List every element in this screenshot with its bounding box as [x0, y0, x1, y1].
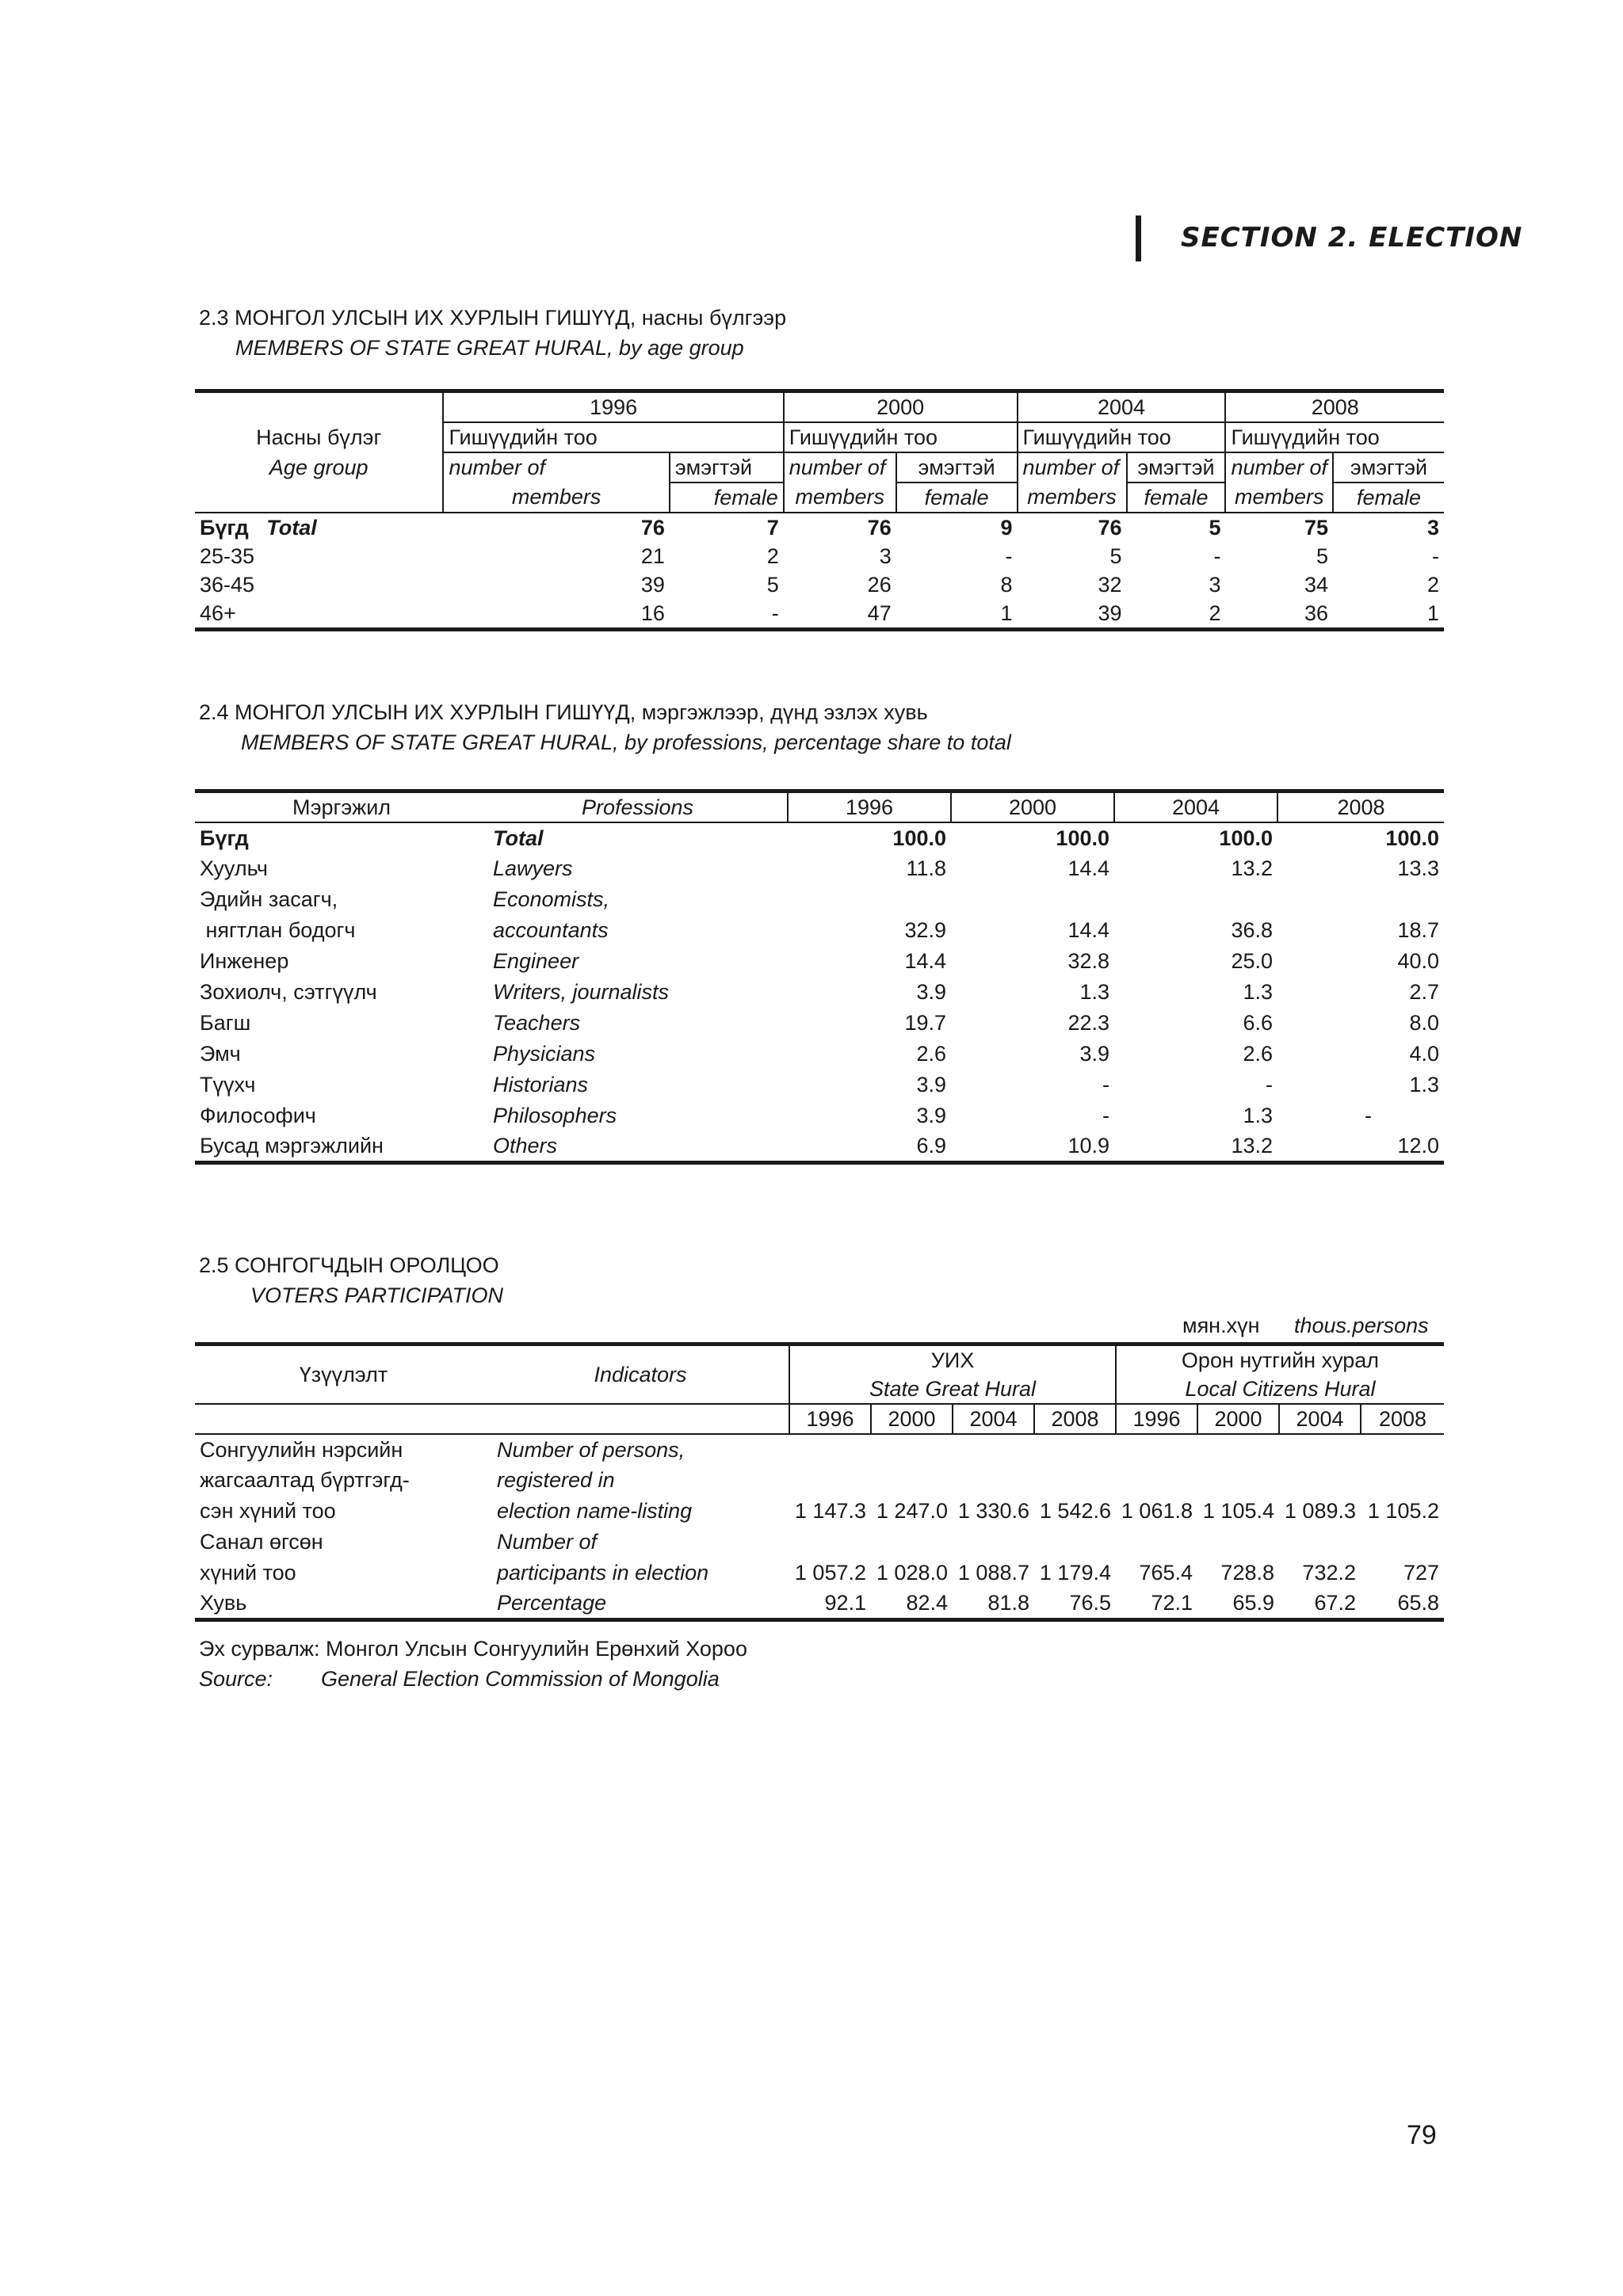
cell: -	[1102, 1073, 1109, 1097]
t25-unit-mn: мян.хүн	[1182, 1314, 1260, 1337]
row-label-en: Writers, journalists	[493, 980, 670, 1004]
cell: 12.0	[1397, 1133, 1439, 1158]
t23-members-mn: Гишүүдийн тоо	[1018, 422, 1226, 452]
cell: 1 179.4	[1039, 1561, 1111, 1585]
t23-year: 1996	[443, 391, 783, 423]
cell: 40.0	[1397, 949, 1439, 973]
cell: 3.9	[1079, 1042, 1109, 1066]
table-row	[195, 1558, 1444, 1589]
table-row	[195, 1465, 1444, 1496]
t23-members-en: members	[1225, 482, 1333, 513]
cell: -	[1365, 1104, 1372, 1127]
t23-members-mn: Гишүүдийн тоо	[784, 422, 1018, 452]
table-row	[195, 1039, 1444, 1070]
row-label-mn: хүний тоо	[200, 1561, 296, 1585]
cell: 81.8	[987, 1590, 1029, 1615]
cell: 19.7	[904, 1011, 946, 1035]
cell: 765.4	[1139, 1561, 1193, 1585]
row-label-mn: Эдийн засагч,	[200, 887, 338, 911]
cell: 1.3	[1409, 1073, 1439, 1097]
t24-year: 2000	[951, 791, 1114, 823]
cell: 14.4	[1067, 856, 1109, 880]
cell: 3	[879, 543, 892, 568]
cell: 72.1	[1151, 1590, 1193, 1615]
cell: -	[1432, 543, 1439, 568]
cell	[1197, 1434, 1279, 1465]
row-label-mn: 36-45	[200, 572, 255, 597]
cell: 732.2	[1302, 1561, 1356, 1585]
cell	[1034, 1465, 1116, 1496]
cell: 2.7	[1409, 980, 1439, 1004]
cell: 25.0	[1231, 949, 1273, 973]
cell	[1114, 884, 1277, 915]
cell: 76	[1098, 515, 1122, 540]
t24-head-mn: Мэргэжил	[292, 795, 391, 819]
t25-year: 2000	[1197, 1404, 1279, 1434]
t23-female-en: female	[1333, 482, 1444, 513]
t25-title-en: VOTERS PARTICIPATION	[250, 1283, 504, 1307]
cell: 3.9	[916, 1104, 946, 1127]
t25-year: 2008	[1034, 1404, 1116, 1434]
cell: 2.6	[916, 1042, 946, 1066]
cell: 76	[867, 515, 892, 540]
cell: 4.0	[1409, 1042, 1439, 1066]
cell: 26	[867, 572, 892, 597]
cell	[871, 1465, 953, 1496]
cell: 34	[1304, 572, 1329, 597]
cell: -	[1005, 543, 1013, 568]
cell: 76	[640, 515, 665, 540]
t23-members-mn: Гишүүдийн тоо	[443, 422, 783, 452]
row-label-mn: Сонгуулийн нэрсийн	[200, 1437, 403, 1462]
cell: 1	[1000, 601, 1013, 625]
table-row	[195, 1527, 1444, 1558]
t23-female-mn: эмэгтэй	[896, 452, 1018, 482]
t24-table	[195, 789, 1444, 1165]
cell: 11.8	[906, 856, 946, 880]
row-label-en: Total	[266, 515, 317, 540]
cell	[789, 1434, 871, 1465]
t25-spacer	[195, 1404, 492, 1434]
t25-year: 2008	[1361, 1404, 1444, 1434]
t25-ind-en: Indicators	[594, 1362, 687, 1386]
t25-year: 2004	[1279, 1404, 1361, 1434]
t24-year: 1996	[788, 791, 951, 823]
cell: 3	[1209, 572, 1221, 597]
row-label-en: Teachers	[493, 1011, 581, 1035]
cell: 1 089.3	[1284, 1499, 1356, 1523]
t23-members-en: members	[784, 482, 896, 513]
cell: 36	[1304, 601, 1329, 625]
cell: 100.0	[1219, 826, 1273, 850]
cell: 3.9	[916, 980, 946, 1004]
cell: 9	[1000, 515, 1013, 540]
t23-col-label-mn: Насны бүлэг	[256, 425, 382, 449]
source-en-label: Source:	[199, 1667, 273, 1691]
cell: 14.4	[1067, 918, 1109, 942]
cell: 65.8	[1397, 1590, 1439, 1615]
row-label-en: Economists,	[493, 887, 610, 911]
row-label-mn: Бүгд	[200, 826, 249, 850]
t23-female-mn: эмэгтэй	[1333, 452, 1444, 482]
cell	[1361, 1465, 1444, 1496]
row-label-en: Engineer	[493, 949, 579, 973]
cell	[1116, 1465, 1197, 1496]
cell: 1	[1426, 601, 1439, 625]
row-label-en: Historians	[493, 1073, 589, 1097]
t23-year: 2004	[1018, 391, 1226, 423]
cell	[953, 1527, 1034, 1558]
t23-members-en: members	[443, 482, 669, 513]
t23-number-of: number of	[443, 452, 669, 482]
cell: 1 088.7	[957, 1561, 1029, 1585]
row-label-mn: Санал өгсөн	[200, 1530, 323, 1554]
t23-col-label-en: Age group	[269, 455, 369, 479]
cell	[1034, 1434, 1116, 1465]
cell: 1 061.8	[1121, 1499, 1193, 1523]
cell: 100.0	[1385, 826, 1439, 850]
cell: 1 330.6	[957, 1499, 1029, 1523]
table-row	[195, 853, 1444, 884]
cell: 5	[1109, 543, 1122, 568]
row-label-mn: Инженер	[200, 949, 289, 973]
row-label-en: Philosophers	[493, 1104, 617, 1127]
row-label-mn: Философич	[200, 1104, 316, 1127]
row-label-mn: Хувь	[200, 1590, 247, 1615]
table-row	[195, 1008, 1444, 1039]
cell: 21	[640, 543, 665, 568]
cell: 100.0	[892, 826, 946, 850]
t23-members-en: members	[1018, 482, 1127, 513]
t23-year: 2000	[784, 391, 1018, 423]
row-label-mn: Бүгд	[200, 515, 249, 540]
t24-title-en: MEMBERS OF STATE GREAT HURAL, by professions, percentage share to total	[241, 730, 1011, 754]
cell: 47	[867, 601, 892, 625]
row-label-en: Number of	[497, 1530, 598, 1554]
row-label-mn: Бусад мэргэжлийн	[200, 1133, 384, 1158]
cell: 1 057.2	[794, 1561, 866, 1585]
t25-sgh-en: State Great Hural	[789, 1375, 1116, 1404]
cell	[1197, 1465, 1279, 1496]
t23-female-en: female	[670, 482, 784, 513]
t23-spacer	[195, 482, 443, 513]
table-row	[195, 1589, 1444, 1619]
t24-head-en: Professions	[581, 795, 694, 819]
cell: 13.3	[1397, 856, 1439, 880]
row-label-mn: жагсаалтад бүртгэгд-	[200, 1468, 410, 1492]
table-row	[195, 915, 1444, 946]
table-row	[195, 1100, 1444, 1131]
cell: 13.2	[1231, 1133, 1273, 1158]
t23-number-of: number of	[1018, 452, 1127, 482]
cell	[871, 1527, 953, 1558]
t23-year: 2008	[1225, 391, 1444, 423]
t25-year: 2004	[953, 1404, 1034, 1434]
t24-title-mn: 2.4 МОНГОЛ УЛСЫН ИХ ХУРЛЫН ГИШҮҮД, мэргэжлээр, дүнд эзлэх хувь	[199, 700, 928, 724]
table-row	[195, 884, 1444, 915]
cell: 1 105.2	[1367, 1499, 1439, 1523]
table-row	[195, 1131, 1444, 1162]
row-label-en: Total	[493, 826, 544, 850]
row-label-mn: Эмч	[200, 1042, 241, 1066]
cell	[789, 1527, 871, 1558]
cell: 39	[1098, 601, 1122, 625]
cell: 6.6	[1243, 1011, 1273, 1035]
t23-members-mn: Гишүүдийн тоо	[1225, 422, 1444, 452]
cell: 16	[640, 601, 665, 625]
row-label-en: registered in	[497, 1468, 615, 1492]
t25-sgh-mn: УИХ	[789, 1344, 1116, 1375]
cell: 5	[1209, 515, 1221, 540]
t25-lch-mn: Орон нутгийн хурал	[1116, 1344, 1444, 1375]
cell: 76.5	[1069, 1590, 1111, 1615]
cell	[1279, 1434, 1361, 1465]
t23-number-of: number of	[1225, 452, 1333, 482]
t23-female-en: female	[1127, 482, 1226, 513]
cell: 39	[640, 572, 665, 597]
cell: 1 105.4	[1202, 1499, 1274, 1523]
cell: 2	[1209, 601, 1221, 625]
cell: 75	[1304, 515, 1329, 540]
t25-spacer	[492, 1404, 789, 1434]
cell: 2	[1426, 572, 1439, 597]
table-row	[195, 1434, 1444, 1465]
t23-title-en: MEMBERS OF STATE GREAT HURAL, by age group	[235, 336, 744, 360]
cell: 92.1	[824, 1590, 866, 1615]
row-label-en: Physicians	[493, 1042, 596, 1066]
t23-female-en: female	[896, 482, 1018, 513]
cell	[953, 1434, 1034, 1465]
cell: 65.9	[1232, 1590, 1274, 1615]
t25-year: 2000	[871, 1404, 953, 1434]
cell: -	[1213, 543, 1221, 568]
cell: 1 542.6	[1039, 1499, 1111, 1523]
cell: 18.7	[1397, 918, 1439, 942]
cell: 2	[766, 543, 779, 568]
row-label-en: participants in election	[497, 1561, 709, 1585]
cell: 7	[766, 515, 779, 540]
row-label-mn: 25-35	[200, 543, 255, 568]
table-row	[195, 977, 1444, 1008]
row-label-mn: Түүхч	[200, 1073, 256, 1097]
t25-year: 1996	[1116, 1404, 1197, 1434]
cell: 2.6	[1243, 1042, 1273, 1066]
table-row	[195, 599, 1444, 630]
row-label-en: Percentage	[497, 1590, 607, 1615]
t25-table	[195, 1342, 1444, 1622]
cell	[951, 884, 1114, 915]
t23-female-mn: эмэгтэй	[1127, 452, 1226, 482]
t24-year: 2008	[1277, 791, 1444, 823]
cell: 13.2	[1231, 856, 1273, 880]
row-label-mn: Багш	[200, 1011, 251, 1035]
cell	[1034, 1527, 1116, 1558]
t25-year: 1996	[789, 1404, 871, 1434]
cell: 32	[1098, 572, 1122, 597]
cell	[1279, 1465, 1361, 1496]
cell: 6.9	[916, 1133, 946, 1158]
cell	[1277, 884, 1444, 915]
cell: 3	[1426, 515, 1439, 540]
t25-lch-en: Local Citizens Hural	[1116, 1375, 1444, 1404]
table-row	[195, 513, 1444, 542]
table-row	[195, 570, 1444, 599]
cell	[788, 884, 951, 915]
cell	[789, 1465, 871, 1496]
cell: 1.3	[1243, 980, 1273, 1004]
t24-year: 2004	[1114, 791, 1277, 823]
cell: 8.0	[1409, 1011, 1439, 1035]
cell: 5	[766, 572, 779, 597]
cell	[871, 1434, 953, 1465]
cell	[1197, 1527, 1279, 1558]
row-label-mn: нягтлан бодогч	[200, 918, 356, 942]
section-header: SECTION 2. ELECTION	[1181, 222, 1523, 254]
cell: 1.3	[1243, 1104, 1273, 1127]
cell	[1361, 1434, 1444, 1465]
cell: 67.2	[1314, 1590, 1356, 1615]
t23-title-mn: 2.3 МОНГОЛ УЛСЫН ИХ ХУРЛЫН ГИШҮҮД, насны бүлгээр	[199, 306, 787, 330]
table-row	[195, 1070, 1444, 1100]
cell: 32.8	[1067, 949, 1109, 973]
t23-number-of: number of	[784, 452, 896, 482]
t23-corner	[195, 391, 443, 423]
cell: 22.3	[1067, 1011, 1109, 1035]
cell	[1116, 1527, 1197, 1558]
row-label-mn: 46+	[200, 601, 236, 625]
cell: 728.8	[1220, 1561, 1274, 1585]
cell	[1279, 1527, 1361, 1558]
row-label-en: election name-listing	[497, 1499, 693, 1523]
cell	[1361, 1527, 1444, 1558]
t25-title-mn: 2.5 СОНГОГЧДЫН ОРОЛЦОО	[199, 1253, 499, 1277]
row-label-mn: Хуульч	[200, 856, 268, 880]
t23-female-mn: эмэгтэй	[670, 452, 784, 482]
source-mn: Эх сурвалж: Монгол Улсын Сонгуулийн Ерөнхий Хороо	[199, 1637, 747, 1661]
cell: -	[1102, 1104, 1109, 1127]
cell: 1.3	[1079, 980, 1109, 1004]
table-row	[195, 542, 1444, 570]
cell: 1 028.0	[876, 1561, 948, 1585]
cell	[1116, 1434, 1197, 1465]
cell: 10.9	[1067, 1133, 1109, 1158]
cell: 5	[1316, 543, 1329, 568]
cell	[953, 1465, 1034, 1496]
cell: 727	[1403, 1561, 1439, 1585]
cell: 3.9	[916, 1073, 946, 1097]
t25-ind-mn: Үзүүлэлт	[299, 1362, 388, 1386]
cell: 1 247.0	[876, 1499, 948, 1523]
cell: -	[1266, 1073, 1273, 1097]
row-label-mn: сэн хүний тоо	[200, 1499, 336, 1523]
cell: 8	[1000, 572, 1013, 597]
source-en: General Election Commission of Mongolia	[321, 1667, 720, 1691]
page-number: 79	[1407, 2120, 1437, 2150]
row-label-mn: Зохиолч, сэтгүүлч	[200, 980, 377, 1004]
section-header-bar	[1136, 215, 1141, 261]
cell: 100.0	[1056, 826, 1109, 850]
table-row	[195, 946, 1444, 977]
table-row	[195, 822, 1444, 853]
row-label-en: Lawyers	[493, 856, 573, 880]
table-row	[195, 1496, 1444, 1527]
cell: 32.9	[904, 918, 946, 942]
cell: 14.4	[904, 949, 946, 973]
cell: -	[771, 601, 779, 625]
cell: 1 147.3	[794, 1499, 866, 1523]
t23-table	[195, 389, 1444, 631]
row-label-en: accountants	[493, 918, 609, 942]
cell: 36.8	[1231, 918, 1273, 942]
row-label-en: Number of persons,	[497, 1437, 685, 1462]
cell: 82.4	[906, 1590, 948, 1615]
row-label-en: Others	[493, 1133, 558, 1158]
t25-unit-en: thous.persons	[1294, 1314, 1429, 1337]
